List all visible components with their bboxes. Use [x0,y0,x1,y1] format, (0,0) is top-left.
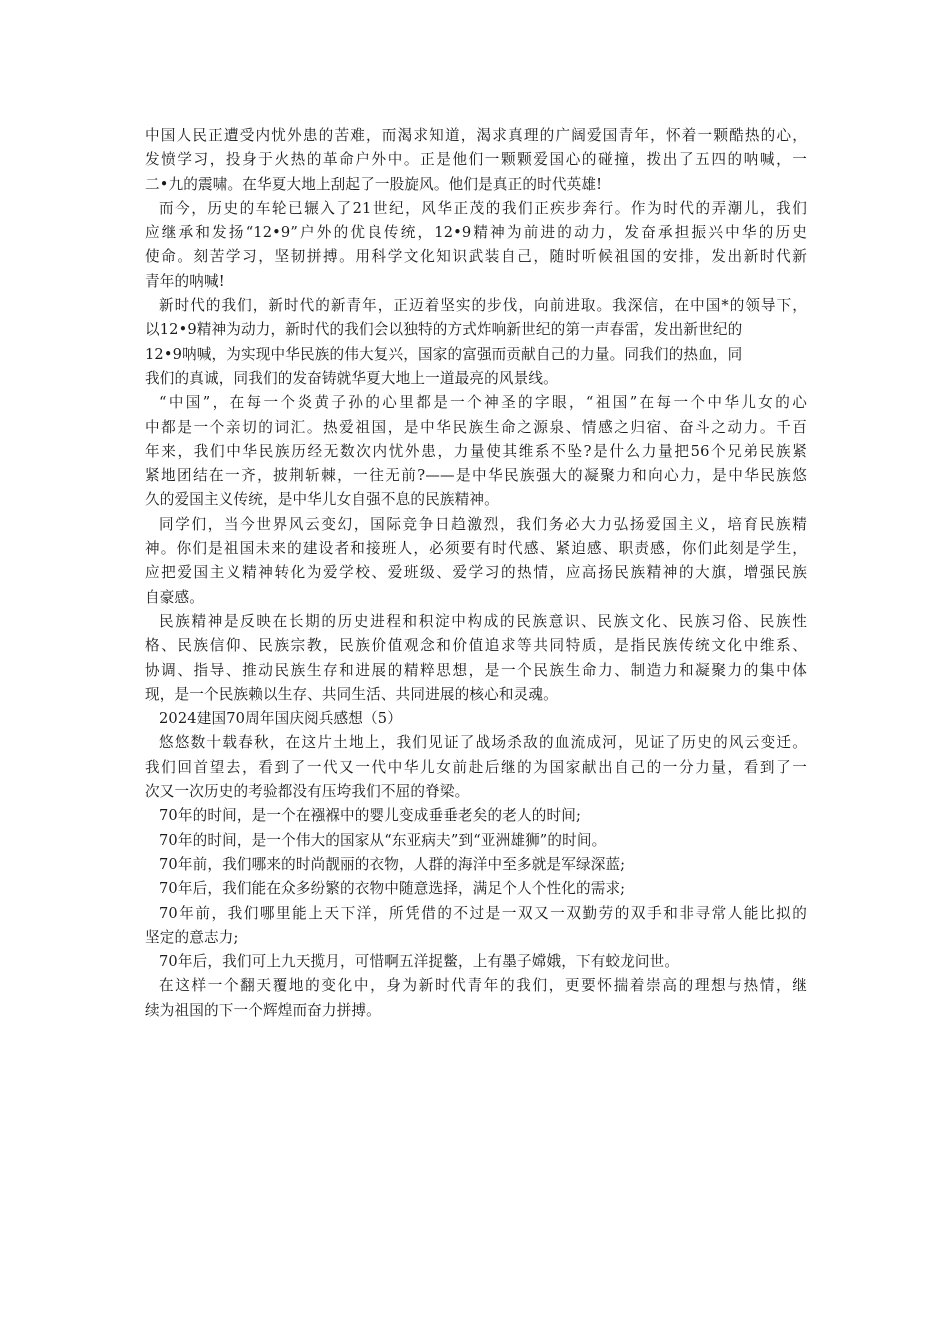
text-line: 使命。刻苦学习，坚韧拼搏。用科学文化知识武装自己，随时听候祖国的安排，发出新时代新 [145,248,807,266]
text-line: 70年后，我们能在众多纷繁的衣物中随意选择，满足个人个性化的需求; [159,880,626,898]
text-line: 青年的呐喊! [145,272,225,290]
text-line: 12•9呐喊，为实现中华民族的伟大复兴，国家的富强而贡献自己的力量。同我们的热血，同 [145,345,743,363]
text-line: 中国人民正遭受内忧外患的苦难，而渴求知道，渴求真理的广阔爱国青年，怀着一颗酷热的心， [145,127,807,144]
text-line: 70年的时间，是一个伟大的国家从“东亚病夫”到“亚洲雄狮”的时间。 [159,831,607,849]
text-line: 坚定的意志力; [145,928,239,946]
text-line: 次又一次历史的考验都没有压垮我们不屈的脊梁。 [145,783,470,801]
document-page [145,124,807,1023]
text-line: 70年前，我们哪里能上天下洋，所凭借的不过是一双又一双勤劳的双手和非寻常人能比拟的 [159,904,807,922]
text-line: 现，是一个民族赖以生存、共同生活、共同进展的核心和灵魂。 [145,685,558,703]
text-line: 在这样一个翻天覆地的变化中，身为新时代青年的我们，更要怀揣着崇高的理想与热情，继 [159,977,807,995]
text-line: 应把爱国主义精神转化为爱学校、爱班级、爱学习的热情，应高扬民族精神的大旗，增强民族 [145,564,807,582]
text-line: 同学们，当今世界风云变幻，国际竞争日趋激烈，我们务必大力弘扬爱国主义，培育民族精 [159,515,807,533]
text-line: 二•九的震啸。在华夏大地上刮起了一股旋风。他们是真正的时代英雄! [145,175,603,193]
text-line: 神。你们是祖国未来的建设者和接班人，必须要有时代感、紧迫感、职责感，你们此刻是学生， [145,540,807,558]
text-line: 70年后，我们可上九天揽月，可惜啊五洋捉鳖，上有墨子嫦娥，下有蛟龙问世。 [159,953,680,971]
text-line: 年来，我们中华民族历经无数次内忧外患，力量使其维系不坠?是什么力量把56个兄弟民族紧 [145,442,807,460]
text-line: 发愤学习，投身于火热的革命户外中。正是他们一颗颗爱国心的碰撞，拨出了五四的呐喊，一 [145,151,807,169]
text-line: 续为祖国的下一个辉煌而奋力拼搏。 [145,1001,381,1019]
text-line: 悠悠数十载春秋，在这片土地上，我们见证了战场杀敌的血流成河，见证了历史的风云变迁。 [159,734,807,752]
text-line: 而今，历史的车轮已辗入了21世纪，风华正茂的我们正疾步奔行。作为时代的弄潮儿，我们 [159,199,807,217]
text-line: 自豪感。 [145,588,204,606]
text-line: 70年的时间，是一个在襁褓中的婴儿变成垂垂老矣的老人的时间; [159,807,582,825]
text-line: 70年前，我们哪来的时尚靓丽的衣物，人群的海洋中至多就是军绿深蓝; [159,855,626,873]
text-line: 以12•9精神为动力，新时代的我们会以独特的方式炸响新世纪的第一声春雷，发出新世纪的 [145,321,743,339]
text-line: 格、民族信仰、民族宗教，民族价值观念和价值追求等共同特质，是指民族传统文化中维系、 [145,637,807,655]
text-line: 我们回首望去，看到了一代又一代中华儿女前赴后继的为国家献出自己的一分力量，看到了一 [145,758,807,776]
text-line: 久的爱国主义传统，是中华儿女自强不息的民族精神。 [145,491,499,509]
text-line: 紧地团结在一齐，披荆斩棘，一往无前?——是中华民族强大的凝聚力和向心力，是中华民族悠 [145,467,807,485]
text-line: “中国”，在每一个炎黄子孙的心里都是一个神圣的字眼，“祖国”在每一个中华儿女的心 [159,394,807,412]
text-line: 中都是一个亲切的词汇。热爱祖国，是中华民族生命之源泉、情感之归宿、奋斗之动力。千百 [145,418,807,436]
text-line: 新时代的我们，新时代的新青年，正迈着坚实的步伐，向前进取。我深信，在中国*的领导下， [159,297,807,315]
text-line: 协调、指导、推动民族生存和进展的精粹思想，是一个民族生命力、制造力和凝聚力的集中体 [145,661,807,679]
text-line: 2024建国70周年国庆阅兵感想（5） [159,710,402,728]
text-line: 应继承和发扬“12•9”户外的优良传统，12•9精神为前进的动力，发奋承担振兴中华的历史 [145,224,807,242]
text-line: 民族精神是反映在长期的历史进程和积淀中构成的民族意识、民族文化、民族习俗、民族性 [159,612,807,630]
text-line: 我们的真诚，同我们的发奋铸就华夏大地上一道最亮的风景线。 [145,369,558,387]
